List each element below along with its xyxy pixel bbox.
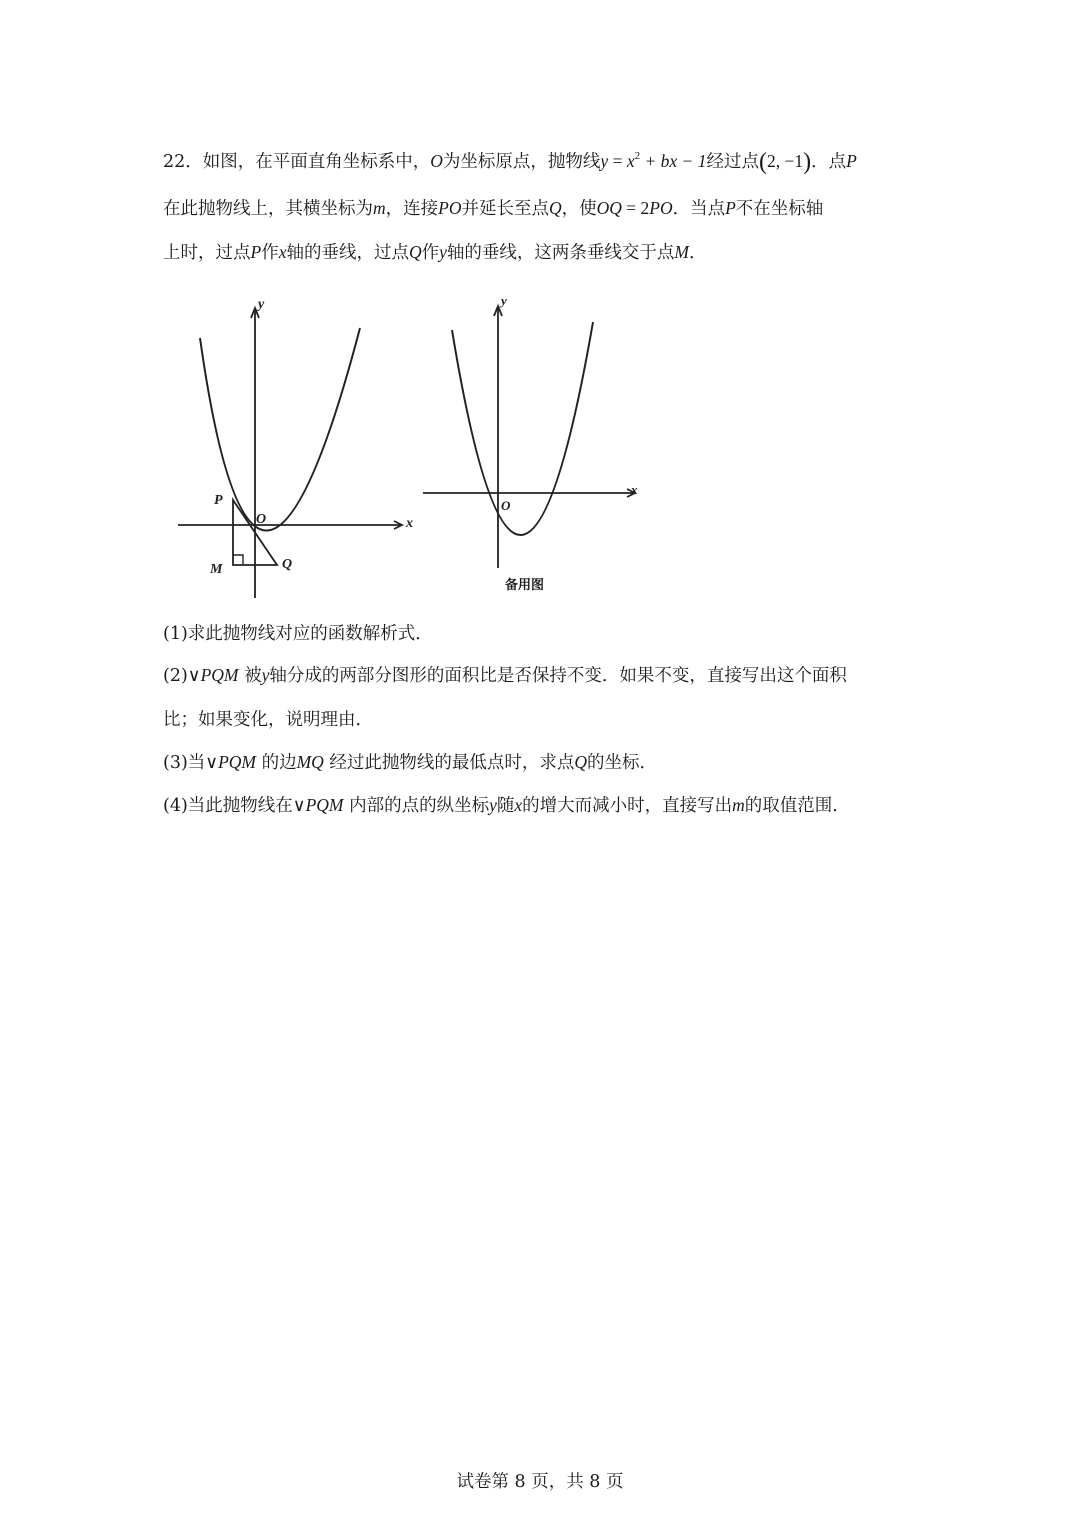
question-3: (3)当∨PQM 的边MQ 经过此抛物线的最低点时，求点Q的坐标． (163, 752, 658, 773)
parabola (452, 322, 593, 535)
point-coordinates: (2, −1) (759, 149, 812, 175)
backup-figure-caption: 备用图 (505, 578, 545, 593)
question-4: (4)当此抛物线在∨PQM 内部的点的纵坐标y随x的增大而减小时，直接写出m的取值范围． (163, 795, 850, 816)
problem-line-3: 上时，过点P作x轴的垂线，过点Q作y轴的垂线，这两条垂线交于点M． (163, 242, 707, 263)
fig1-label-P: P (214, 493, 223, 508)
question-2: (2)∨PQM 被y轴分成的两部分图形的面积比是否保持不变．如果不变，直接写出这个面积 (163, 665, 847, 686)
fig2-label-x: x (631, 482, 638, 497)
fig1-label-Q: Q (282, 557, 293, 572)
fig2-label-y: y (501, 293, 507, 308)
fig1-label-M: M (210, 562, 223, 577)
page-footer: 试卷第 8 页，共 8 页 (456, 1472, 624, 1492)
question-2-cont: 比；如果变化，说明理由． (163, 710, 373, 730)
problem-number: 22． (163, 152, 203, 172)
oq-equation: OQ = 2PO (596, 198, 673, 218)
problem-line-2: 在此抛物线上，其横坐标为m，连接PO并延长至点Q，使OQ = 2PO．当点P不在坐标轴 (163, 198, 824, 219)
parabola-equation: $y = x^2$ + bx − 1 (600, 150, 707, 171)
fig1-label-y: y (258, 297, 265, 312)
fig2-label-O: O (501, 498, 511, 513)
fig1-label-x: x (406, 516, 413, 531)
right-angle-mark (233, 555, 243, 565)
fig1-label-O: O (256, 512, 267, 527)
parabola (200, 328, 360, 531)
figure-backup (415, 290, 655, 580)
question-1: (1)求此抛物线对应的函数解析式． (163, 624, 433, 644)
figure-main (170, 290, 430, 610)
problem-line-1: 22．如图，在平面直角坐标系中，O为坐标原点，抛物线$y = x^2$ + bx − 1经过点(2, −1)．点P (163, 149, 857, 175)
